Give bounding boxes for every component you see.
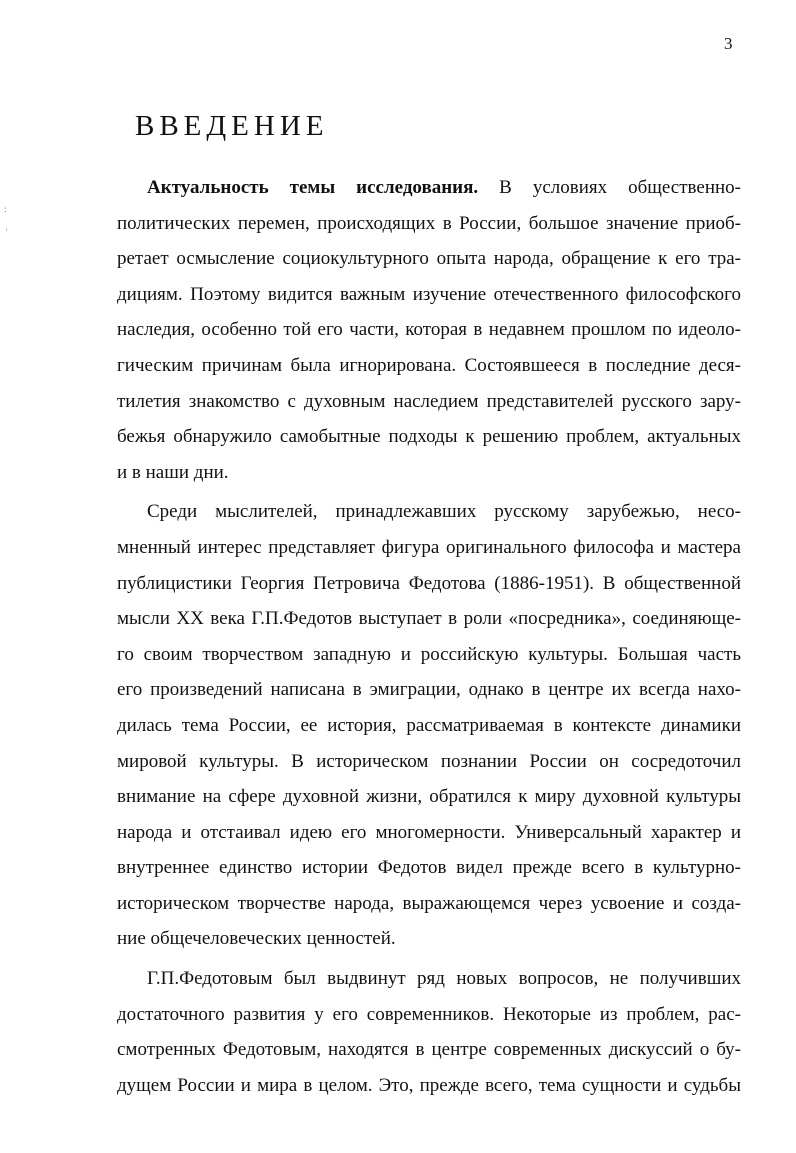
text-line: наследия, особенно той его части, которая в недавнем прошлом по идеоло- [117, 319, 741, 341]
section-heading: ВВЕДЕНИЕ [135, 110, 329, 142]
text-line: историческом творчестве народа, выражающемся через усвоение и созда- [117, 892, 741, 914]
text-line: публицистики Георгия Петровича Федотова (1886-1951). В общественной [117, 572, 741, 594]
text-line: смотренных Федотовым, находятся в центре современных дискуссий о бу- [117, 1039, 741, 1061]
text-line: его произведений написана в эмиграции, однако в центре их всегда нахо- [117, 679, 741, 701]
text-line: внимание на сфере духовной жизни, обратился к миру духовной культуры [117, 786, 741, 808]
paragraph-questions [117, 961, 741, 1103]
text-line: дициям. Поэтому видится важным изучение отечественного философского [117, 283, 741, 305]
text-line: народа и отстаивал идею его многомерности. Универсальный характер и [117, 821, 741, 843]
text-line: Г.П.Федотовым был выдвинут ряд новых вопросов, не получивших [147, 968, 741, 990]
text-line: гическим причинам была игнорирована. Состоявшееся в последние деся- [117, 354, 741, 376]
scan-speck: ᵢ [6, 222, 8, 232]
page-number: 3 [724, 34, 733, 53]
text-line: го своим творчеством западную и российскую культуры. Большая часть [117, 643, 741, 665]
lead-bold-phrase: Актуальность темы исследования. [147, 177, 479, 198]
text-line: дилась тема России, ее история, рассматриваемая в контексте динамики [117, 714, 741, 736]
text-line: ретает осмысление социокультурного опыта народа, обращение к его тра- [117, 248, 741, 270]
document-body [117, 170, 741, 1103]
text-line: Актуальность темы исследования. В условиях общественно- [147, 177, 741, 198]
text-line: бежья обнаружило самобытные подходы к решению проблем, актуальных [117, 426, 741, 448]
text-line: внутреннее единство истории Федотов видел прежде всего в культурно- [117, 857, 741, 879]
text-line: ние общечеловеческих ценностей. [117, 928, 396, 950]
text-line: и в наши дни. [117, 461, 229, 483]
paragraph-fedotov [117, 494, 741, 957]
text-line: тилетия знакомство с духовным наследием представителей русского зару- [117, 390, 741, 412]
text-line: мненный интерес представляет фигура оригинального философа и мастера [117, 536, 741, 558]
text-line: Среди мыслителей, принадлежавших русскому зарубежью, несо- [147, 501, 741, 523]
scan-speck: : [4, 204, 7, 214]
text-line: дущем России и мира в целом. Это, прежде всего, тема сущности и судьбы [117, 1074, 741, 1096]
text-line: политических перемен, происходящих в России, большое значение приоб- [117, 212, 741, 234]
text-line: мировой культуры. В историческом познании России он сосредоточил [117, 750, 741, 772]
paragraph-relevance [117, 170, 741, 490]
text-line: достаточного развития у его современников. Некоторые из проблем, рас- [117, 1003, 741, 1025]
text-line: мысли XX века Г.П.Федотов выступает в роли «посредника», соединяюще- [117, 608, 741, 630]
